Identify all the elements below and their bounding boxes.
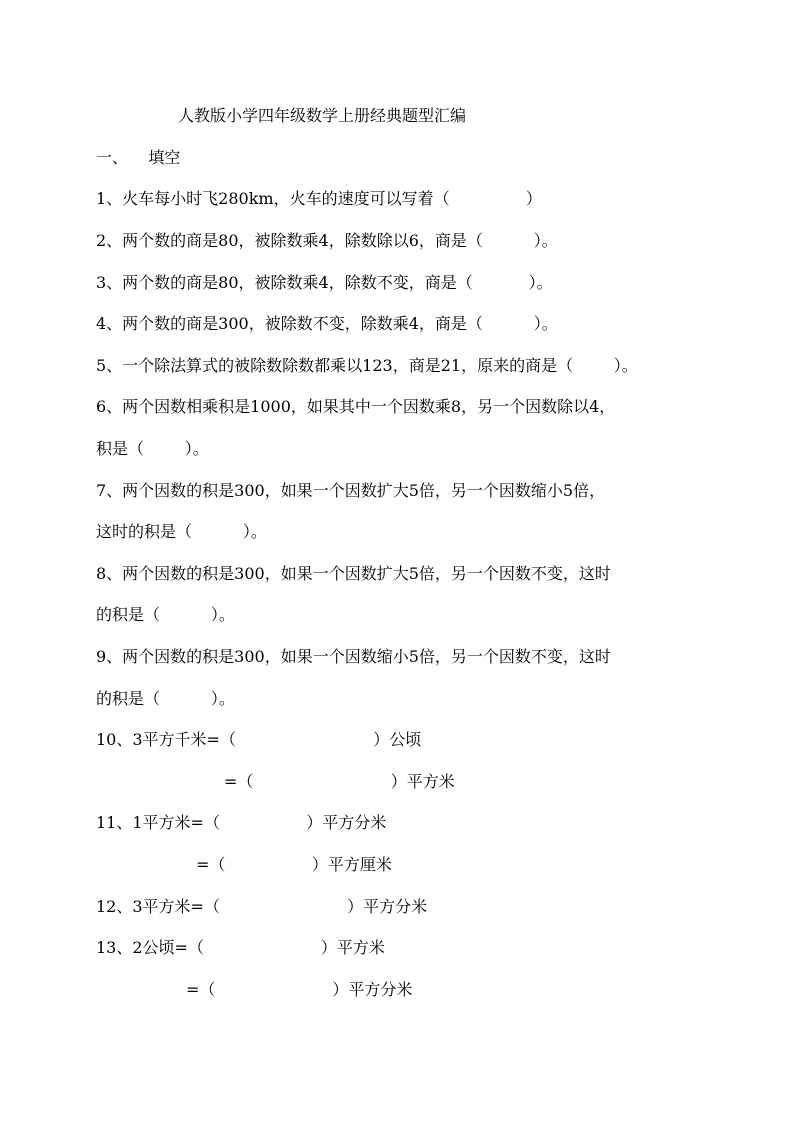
question-line: 9、两个因数的积是300，如果一个因数缩小5倍，另一个因数不变，这时 <box>96 647 611 666</box>
question-line: 11、1平方米=（ ）平方分米 <box>96 813 387 832</box>
question-line: 6、两个因数相乘积是1000，如果其中一个因数乘8，另一个因数除以4， <box>96 397 616 416</box>
question-line: 的积是（ ）。 <box>96 689 235 708</box>
question-line: 5、一个除法算式的被除数除数都乘以123，商是21，原来的商是（ ）。 <box>96 356 638 375</box>
question-line: =（ ）平方厘米 <box>196 855 392 874</box>
question-line: 3、两个数的商是80，被除数乘4，除数不变，商是（ ）。 <box>96 273 553 292</box>
question-line: 4、两个数的商是300，被除数不变，除数乘4，商是（ ）。 <box>96 314 558 333</box>
question-line: 这时的积是（ ）。 <box>96 522 267 541</box>
question-line: =（ ）平方分米 <box>186 980 413 999</box>
question-line: =（ ）平方米 <box>224 772 455 791</box>
question-line: 2、两个数的商是80，被除数乘4，除数除以6，商是（ ）。 <box>96 231 558 250</box>
question-line: 7、两个因数的积是300，如果一个因数扩大5倍，另一个因数缩小5倍， <box>96 481 606 500</box>
section-heading: 一、 填空 <box>96 148 181 167</box>
question-line: 积是（ ）。 <box>96 439 209 458</box>
question-line: 8、两个因数的积是300，如果一个因数扩大5倍，另一个因数不变，这时 <box>96 564 611 583</box>
question-line: 10、3平方千米=（ ）公顷 <box>96 730 422 749</box>
document-title: 人教版小学四年级数学上册经典题型汇编 <box>178 106 467 125</box>
question-line: 13、2公顷=（ ）平方米 <box>96 938 385 957</box>
question-line: 的积是（ ）。 <box>96 605 235 624</box>
question-line: 12、3平方米=（ ）平方分米 <box>96 897 428 916</box>
question-line: 1、火车每小时飞280km，火车的速度可以写着（ ） <box>96 189 542 208</box>
